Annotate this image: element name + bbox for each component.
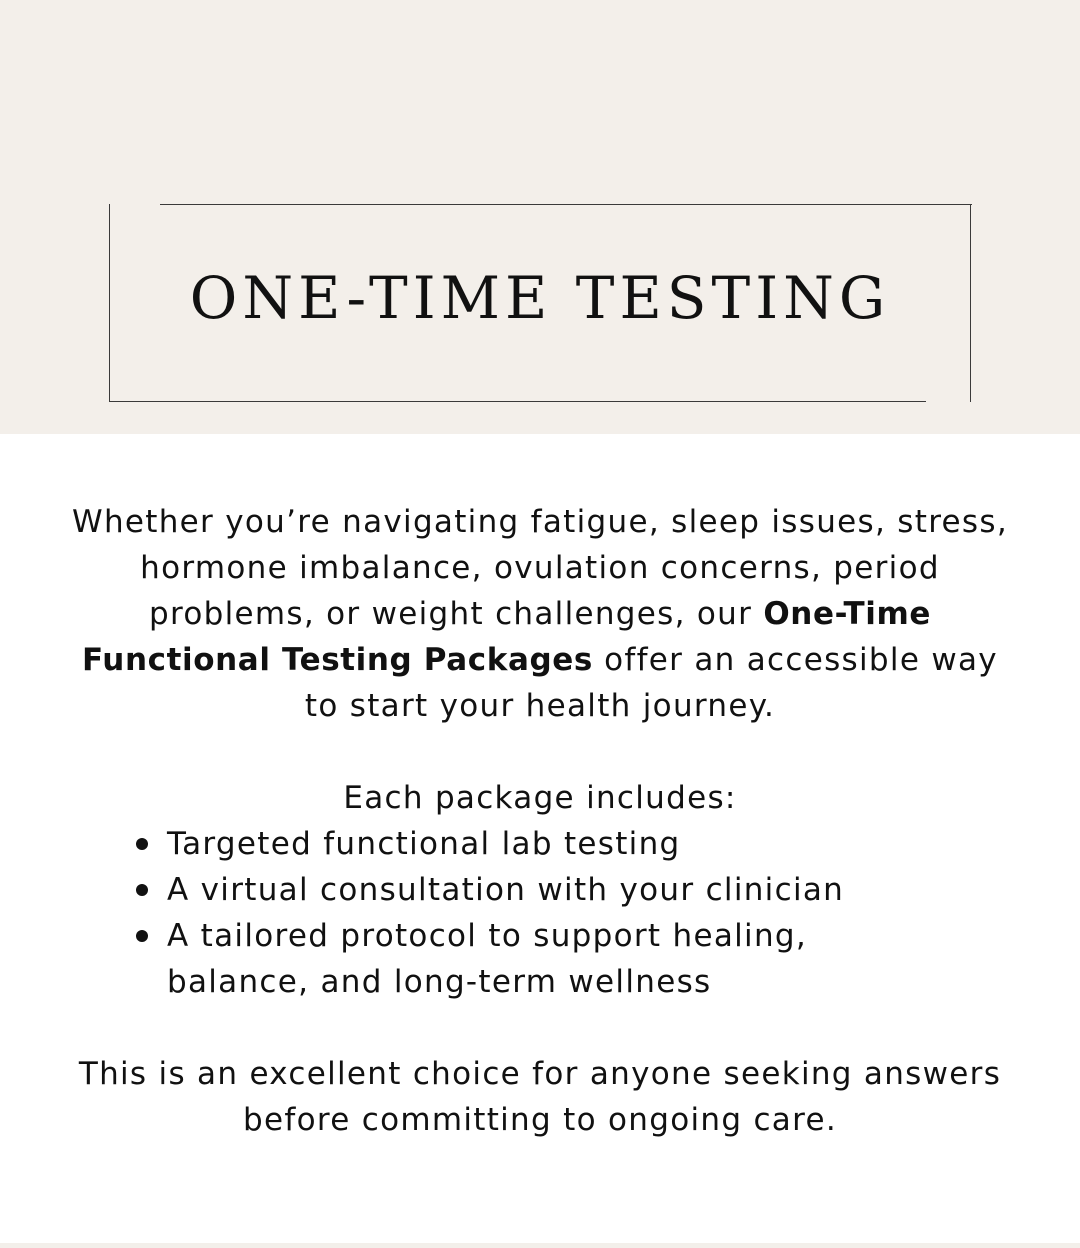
- footer-strip: [0, 1243, 1080, 1248]
- intro-tail-text: offer an accessible way to start your health journey.: [304, 642, 998, 724]
- intro-highlight-text: One-Time Functional Testing Packages: [82, 596, 931, 678]
- list-item: [167, 821, 1020, 867]
- intro-lead-text: Whether you’re navigating fatigue, sleep issues, stress, hormone imbalance, ovulation concerns, period problems, or weight challenges, our: [72, 504, 1008, 632]
- list-item-text: Targeted functional lab testing: [167, 826, 681, 862]
- list-item: [167, 867, 1020, 913]
- frame-line-bottom: [109, 401, 926, 402]
- bullet-icon: [136, 838, 148, 850]
- intro-paragraph: [60, 499, 1020, 729]
- closing-paragraph: This is an excellent choice for anyone seeking answers before committing to ongoing care.: [78, 1056, 1002, 1138]
- list-item-text: A virtual consultation with your clinician: [167, 872, 845, 908]
- includes-list: [60, 821, 1020, 1005]
- page-title: ONE-TIME TESTING: [189, 264, 891, 332]
- list-item-text: A tailored protocol to support healing, balance, and long-term wellness: [167, 918, 808, 1000]
- frame-line-top: [160, 204, 972, 205]
- list-item: [167, 913, 867, 1005]
- hero-banner: [0, 0, 1080, 434]
- description-section: [60, 499, 1020, 1143]
- includes-heading: Each package includes:: [343, 780, 737, 816]
- frame-line-right: [970, 204, 971, 402]
- bullet-icon: [136, 884, 148, 896]
- bullet-icon: [136, 930, 148, 942]
